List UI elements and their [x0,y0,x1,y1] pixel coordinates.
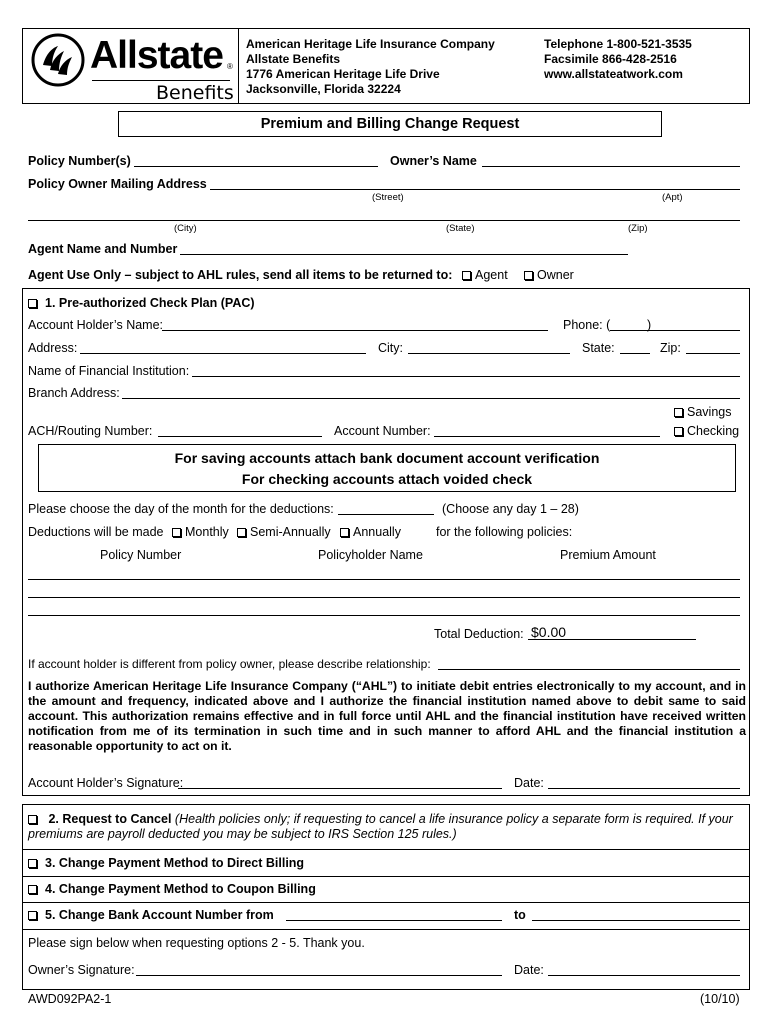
owner-date-label: Date: [514,963,544,977]
options-divider-2 [22,876,750,877]
monthly-checkbox[interactable] [172,528,181,537]
owner-option[interactable]: Owner [524,268,574,282]
zip-caption: (Zip) [628,223,648,234]
agent-option[interactable]: Agent [462,268,508,282]
agent-name-label: Agent Name and Number [28,242,178,256]
company-name: American Heritage Life Insurance Company [246,37,495,51]
address-field[interactable] [80,353,366,354]
pac-checkbox[interactable] [28,299,37,308]
mailing-address-label: Policy Owner Mailing Address [28,177,207,191]
relationship-label: If account holder is different from policy owner, please describe relationship: [28,657,431,671]
authorization-text: I authorize American Heritage Life Insurance Company (“AHL”) to initiate debit entries electronically to my account, and in the amount and frequency, indicated above and I authorize the financial institution named above to debit same to said account. This authorization remains effective and in full force until AHL and the financial institution have received written notification from me of its termination in such time and in such manner to afford AHL and the financial institution a reasonable opportunity to act on it. [28,679,746,753]
routing-field[interactable] [158,436,322,437]
logo-rule [92,80,230,81]
annual-option[interactable]: Annually [340,525,401,539]
contact-phone: Telephone 1-800-521-3535 [544,37,692,51]
relationship-field[interactable] [438,669,740,670]
phone-close-paren: ) [647,318,652,332]
branch-label: Branch Address: [28,386,120,400]
owner-checkbox[interactable] [524,271,533,280]
savings-option[interactable]: Savings [674,405,731,419]
policy-row-2[interactable] [28,597,740,598]
state-label: State: [582,341,615,355]
contact-fax: Facsimile 866-428-2516 [544,52,677,66]
policy-row-1[interactable] [28,579,740,580]
options-divider-1 [22,849,750,850]
street-caption: (Street) [372,192,404,203]
form-title: Premium and Billing Change Request [118,111,662,137]
col-policyholder-name: Policyholder Name [318,548,423,562]
holder-date-label: Date: [514,776,544,790]
savings-checkbox[interactable] [674,408,683,417]
account-number-field[interactable] [434,436,660,437]
branch-field[interactable] [122,398,740,399]
holder-date-field[interactable] [548,788,740,789]
address-label: Address: [28,341,78,355]
day-label: Please choose the day of the month for the deductions: [28,502,334,516]
state-field[interactable] [620,353,650,354]
zip-label: Zip: [660,341,681,355]
company-address-block [246,37,495,97]
city-caption: (City) [174,223,197,234]
annual-checkbox[interactable] [340,528,349,537]
direct-billing-checkbox[interactable] [28,859,37,868]
holder-name-label: Account Holder’s Name: [28,318,164,332]
apt-caption: (Apt) [662,192,683,203]
form-id: AWD092PA2-1 [28,992,112,1006]
coupon-billing-option[interactable]: 4. Change Payment Method to Coupon Billing [28,882,316,896]
contact-web: www.allstateatwork.com [544,67,683,81]
cancel-note: (Health policies only; if requesting to cancel a life insurance policy a separate form is required. If your premiums are payroll deducted you may be subject to IRS Section 125 rules.) [28,812,733,841]
city-field[interactable] [408,353,570,354]
institution-field[interactable] [192,376,740,377]
owners-name-label: Owner’s Name [390,154,477,168]
allstate-hands-icon [30,32,86,88]
semi-annual-option[interactable]: Semi-Annually [237,525,331,539]
state-caption: (State) [446,223,475,234]
company-city: Jacksonville, Florida 32224 [246,82,401,96]
owner-signature-field[interactable] [136,975,502,976]
day-hint: (Choose any day 1 – 28) [442,502,579,516]
city-label: City: [378,341,403,355]
phone-label: Phone: ( [563,318,611,332]
logo-subtitle: Benefits [156,82,234,104]
coupon-billing-checkbox[interactable] [28,885,37,894]
col-policy-number: Policy Number [100,548,182,562]
options-divider-4 [22,929,750,930]
phone-field[interactable] [610,330,740,331]
routing-label: ACH/Routing Number: [28,424,153,438]
attachment-notice [38,444,736,492]
header-divider [238,28,239,104]
agent-use-label: Agent Use Only – subject to AHL rules, send all items to be returned to: [28,268,453,282]
holder-signature-field[interactable] [178,788,502,789]
contact-block [544,37,692,82]
policy-numbers-field[interactable] [134,166,378,167]
semi-annual-checkbox[interactable] [237,528,246,537]
bank-to-field[interactable] [532,920,740,921]
monthly-option[interactable]: Monthly [172,525,229,539]
day-field[interactable] [338,514,434,515]
direct-billing-option[interactable]: 3. Change Payment Method to Direct Billing [28,856,304,870]
allstate-logo [28,32,236,104]
checking-option[interactable]: Checking [674,424,739,438]
bank-from-field[interactable] [286,920,502,921]
total-deduction-label: Total Deduction: [434,627,524,641]
sign-note: Please sign below when requesting options 2 - 5. Thank you. [28,936,365,950]
notice-checking: For checking accounts attach voided check [241,471,533,487]
mailing-street-field[interactable] [210,189,740,190]
owners-name-field[interactable] [482,166,740,167]
total-deduction-value: $0.00 [531,624,567,640]
agent-checkbox[interactable] [462,271,471,280]
zip-field[interactable] [686,353,740,354]
logo-registered: ® [227,62,233,71]
owner-date-field[interactable] [548,975,740,976]
bank-change-checkbox[interactable] [28,911,37,920]
owner-signature-label: Owner’s Signature: [28,963,135,977]
policy-numbers-label: Policy Number(s) [28,154,131,168]
logo-wordmark: Allstate [90,34,223,77]
institution-label: Name of Financial Institution: [28,364,190,378]
checking-checkbox[interactable] [674,427,683,436]
options-divider-3 [22,902,750,903]
cancel-heading: 2. Request to Cancel [48,812,172,826]
notice-savings: For saving accounts attach bank document account verification [174,450,600,466]
holder-signature-label: Account Holder’s Signature: [28,776,184,790]
company-name-2: Allstate Benefits [246,52,341,66]
cancel-checkbox[interactable] [28,815,37,824]
holder-name-field[interactable] [162,330,548,331]
company-street: 1776 American Heritage Life Drive [246,67,440,81]
policy-row-3[interactable] [28,615,740,616]
cancel-option[interactable] [28,812,746,842]
account-number-label: Account Number: [334,424,431,438]
agent-name-field[interactable] [180,254,628,255]
form-revision: (10/10) [700,992,740,1006]
mailing-city-field[interactable] [28,220,740,221]
bank-to-label: to [514,908,526,922]
deductions-label: Deductions will be made [28,525,164,539]
pac-heading[interactable]: 1. Pre-authorized Check Plan (PAC) [28,296,255,310]
for-policies-label: for the following policies: [436,525,573,539]
col-premium-amount: Premium Amount [560,548,656,562]
bank-change-option[interactable]: 5. Change Bank Account Number from [28,908,274,922]
